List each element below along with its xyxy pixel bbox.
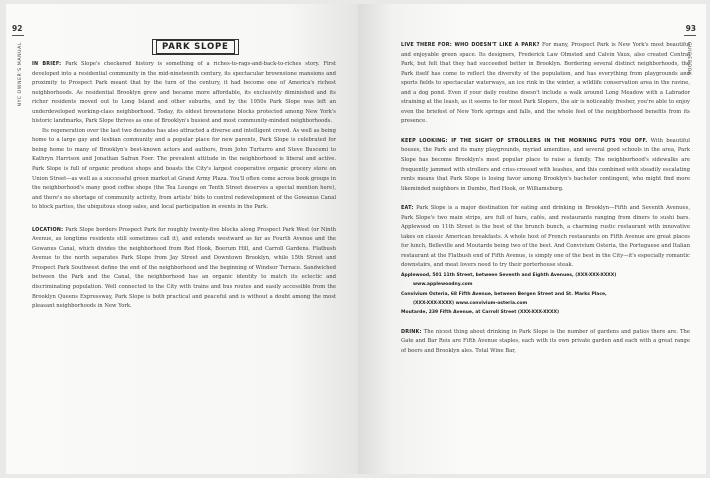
keep-looking-paragraph [401,137,690,194]
left-page [6,4,358,474]
eat-paragraph [401,204,690,271]
location-paragraph [32,226,336,312]
folio-rule-right [684,35,696,36]
right-column [401,41,690,356]
address-applewood: Applewood, 501 11th Street, between Seventh and Eighth Avenues, (XXX-XXX-XXXX) www.applewoodny.com [401,271,690,290]
eat-label: EAT: [401,205,414,212]
running-head-right: GUIDEBOOK [686,42,691,76]
location-label: LOCATION: [32,226,64,233]
in-brief-paragraph [32,60,336,127]
in-brief-text: Park Slope's checkered history is something of a riches-to-rags-and-back-to-riches story. First developed into a residential community in the mid-nineteenth century, its spectacular brownstone mansions and proximity to Prospect Park meant that by the turn of the century, it had become one of America's richest neighborhoods. As residential Brooklyn grew and became more affordable, its exclusivity diminished and its richer residents moved out to Long Island and other suburbs, and by the 1950s Park Slope was left an underdeveloped working-class neighborhood. Today, its oldest brownstone blocks protected among New York's historic landmarks, Park Slope thrives as one of Brooklyn's busiest and most community-minded neighborhoods. [32,61,336,125]
right-page [358,4,706,474]
address-applewood-web: www.applewoodny.com [413,282,473,288]
address-convivium-web: (XXX-XXX-XXXX) www.convivium-osteria.com [413,300,528,306]
page-number-left: 92 [12,24,23,33]
left-column [32,60,336,312]
keep-looking-label: KEEP LOOKING: IF THE SIGHT OF STROLLERS IN THE MORNING PUTS YOU OFF. [401,137,648,144]
section-title-box [152,39,239,55]
live-there-paragraph [401,41,690,127]
drink-label: DRINK: [401,328,422,335]
page-number-right: 93 [685,24,696,33]
live-there-label: LIVE THERE FOR: WHO DOESN'T LIKE A PARK? [401,42,540,48]
keep-looking-text: With beautiful houses, the Park and its many playgrounds, myriad amenities, and several good schools in the area, Park Slope has become Brooklyn's most popular place to raise a family. The neighborhood's sidewalks are frequently jammed with strollers and criss-crossed with leashes, and this combined with steadily escalating rents means that Park Slope is losing favor among Brooklyn's bachelor contingent, who might find more likeminded neighbors in Dumbo, Red Hook, or Williamsburg. [401,137,690,192]
drink-text: The nicest thing about drinking in Park Slope is the number of gardens and patios there are. The Gate and Bar Reis are Fifth Avenue staples, each with its own private garden and each with a great range of beers and Brooklyn ales. Total Wine Bar, [401,328,691,354]
eat-text: Park Slope is a major destination for eating and drinking in Brooklyn—Fifth and Seventh Avenues, Park Slope's two main strips, are full of bars, cafés, and restaurants ranging from diners to sushi bars. Applewood on 11th Street is the best of the brunch bunch, a charming rustic restaurant with innovative takes on classic American breakfasts. A whole host of French restaurants on Fifth Avenue are great places for lunch, Belleville and Moutarde being two of the best. And Convivium Osteria, the Portuguese and Italian restaurant at the Flatbush end of Fifth Avenue, is simply one of the best in the City—it's especially romantic downstairs, and meat lovers need to try their porterhouse steak. [401,205,691,269]
regeneration-paragraph: Its regeneration over the last two decades has also attracted a diverse and intelligent crowd. As well as being home to a large gay and lesbian community and a popular place for new parents, Park Slope is celebrated for being home to many of Brooklyn's best-known actors and authors, from John Turturro and Steve Buscemi to Kathryn Harrison and Jonathan Safran Foer. The prevalent attitude in the neighborhood is liberal and active. Park Slope is full of organic produce shops and boasts the City's largest cooperative organic grocery store on Union Street—as well as a successful green market at Grand Army Plaza. You'll often come across book groups in the neighborhood's many good coffee shops (the Tea Lounge on Tenth Street deserves a special mention here), and there's no shortage of community activity, from artists' bids to control redevelopment of the Gowanus Canal to block parties, the ubiquitous stoop sales, and local participation in events in the Park. [32,127,336,211]
running-head-left: NYC OWNER'S MANUAL [18,42,23,107]
address-moutarde: Moutarde, 239 Fifth Avenue, at Carroll Street (XXX-XXX-XXXX) [401,310,560,316]
live-there-text: For many, Prospect Park is New York's most beautiful and enjoyable green space. Its designers, Frederick Law Olmsted and Calvin Vaux, also created Central Park, but felt that they had succeeded better in Brooklyn. Bordering several distinct neighborhoods, the Park itself has come to reflect the diversity of the population, and has everything from playgrounds and sports fields to spectacular waterways, an ice rink in the winter, a wildlife conservation area in the ravine, and a dog pond. Even if your daily routine doesn't include a walk around Long Meadow with a Labrador straining at the leash, as it seems to for most Park Slopers, the air is noticeably fresher, you're able to enjoy even the briefest of New York springs and falls, and the whole feel of the neighborhood benefits from its presence. [401,42,690,125]
in-brief-label: IN BRIEF: [32,61,62,67]
book-spread [6,4,706,474]
location-text: Park Slope borders Prospect Park for roughly twenty-five blocks along Prospect Park West (or Ninth Avenue, as longtime residents still sometimes call it), and extends westward as far as Fourth Avenue and the Gowanus Canal, which divides the neighborhood from Red Hook, Boerum Hill, and Carroll Gardens. Flatbush Avenue to the north separates Park Slope from Jay Street and Downtown Brooklyn, while 15th Street and Prospect Park Southwest define the end of the neighborhood and the beginning of Windsor Terrace. Sandwiched between the Park and the Canal, the neighborhood has an organic identity to match its eclectic and discriminating population. Well connected to the City with trains and bus routes and easily accessible from the Brooklyn Queens Expressway, Park Slope is both practical and peaceful and is without a doubt among the most pleasant neighborhoods in New York. [32,226,336,310]
section-title: PARK SLOPE [156,40,235,54]
address-convivium: Convivium Osteria, 68 Fifth Avenue, between Bergen Street and St. Marks Place, (XXX-XXX-XXXX) www.convivium-osteria.com [401,290,690,309]
folio-rule-left [12,35,24,36]
drink-paragraph [401,328,690,357]
restaurant-address-list [401,271,690,317]
